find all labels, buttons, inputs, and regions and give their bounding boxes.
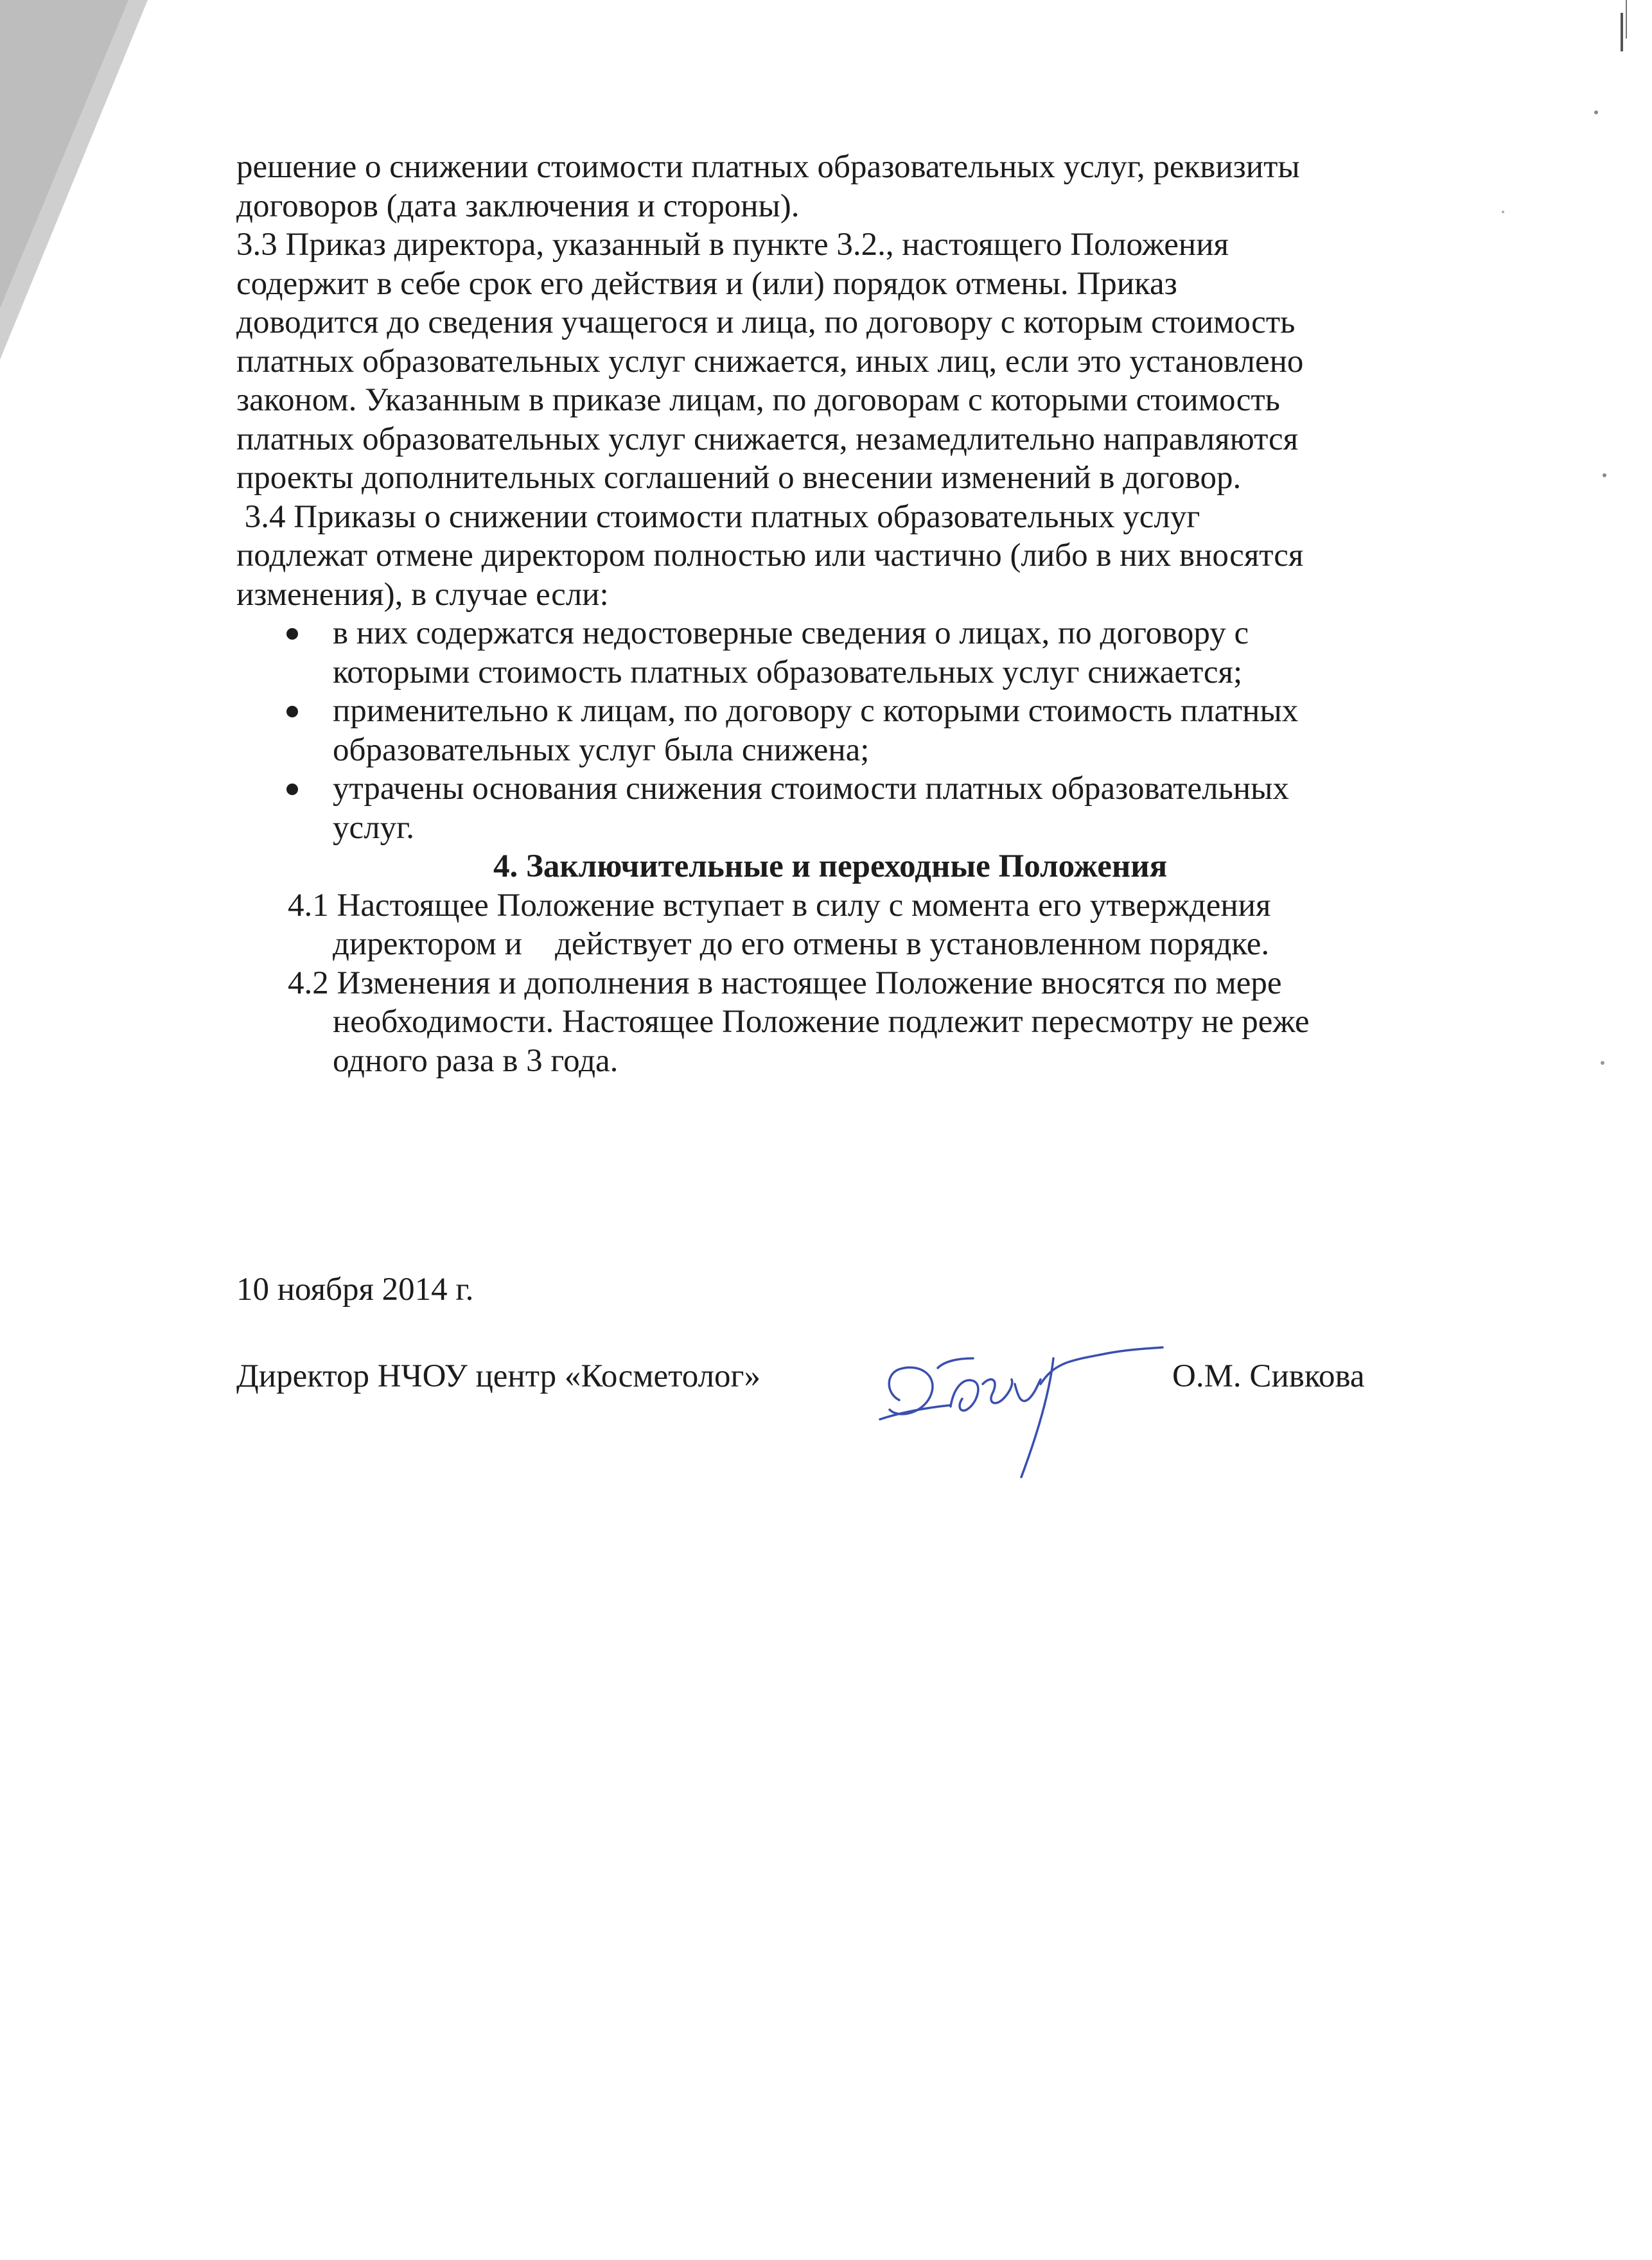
text-line: подлежат отмене директором полностью или частично (либо в них вносятся: [236, 538, 1304, 574]
signature-image: [861, 1323, 1195, 1490]
text-line: утрачены основания снижения стоимости платных образовательных: [333, 771, 1289, 807]
text-line: договоров (дата заключения и стороны).: [236, 188, 800, 224]
text-line: платных образовательных услуг снижается, незамедлительно направляются: [236, 421, 1299, 457]
bullet-item: [236, 692, 1457, 769]
bullet-item: [236, 769, 1457, 847]
bullet-item: [236, 614, 1457, 692]
paragraph-3-4: [236, 498, 1457, 615]
text-line: доводится до сведения учащегося и лица, по договору с которым стоимость: [236, 304, 1296, 340]
text-line: изменения), в случае если:: [236, 576, 609, 613]
document-body: [236, 148, 1457, 1080]
director-name: О.М. Сивкова: [1172, 1358, 1365, 1394]
text-line: в них содержатся недостоверные сведения о лицах, по договору с: [333, 615, 1249, 651]
bullet-icon: [286, 706, 298, 717]
section-heading: 4. Заключительные и переходные Положения: [493, 848, 1168, 884]
text-line: законом. Указанным в приказе лицам, по договорам с которыми стоимость: [236, 382, 1280, 418]
document-date: 10 ноября 2014 г.: [236, 1272, 474, 1308]
text-line: содержит в себе срок его действия и (или) порядок отмены. Приказ: [236, 265, 1177, 302]
paragraph-3-3: [236, 225, 1457, 498]
text-line: которыми стоимость платных образовательных услуг снижается;: [333, 654, 1243, 690]
text-line: платных образовательных услуг снижается, иных лиц, если это установлено: [236, 343, 1304, 380]
bullet-icon: [286, 628, 298, 640]
text-line: решение о снижении стоимости платных образовательных услуг, реквизиты: [236, 149, 1300, 185]
text-line: услуг.: [333, 809, 415, 846]
text-line: необходимости. Настоящее Положение подлежит пересмотру не реже: [333, 1004, 1310, 1040]
numbered-item-4-1: [236, 886, 1457, 964]
text-line: 3.3 Приказ директора, указанный в пункте 3.2., настоящего Положения: [236, 227, 1229, 263]
paragraph-3-2-tail: [236, 148, 1457, 225]
text-line: 3.4 Приказы о снижении стоимости платных образовательных услуг: [236, 498, 1200, 535]
text-line: применительно к лицам, по договору с которыми стоимость платных: [333, 693, 1299, 729]
numbered-item-4-2: [236, 964, 1457, 1081]
text-line: 4.2 Изменения и дополнения в настоящее Положение вносятся по мере: [288, 965, 1282, 1001]
text-line: 4.1 Настоящее Положение вступает в силу с момента его утверждения: [288, 887, 1271, 924]
text-line: одного раза в 3 года.: [333, 1042, 619, 1079]
text-line: образовательных услуг была снижена;: [333, 731, 870, 768]
text-line: директором и действует до его отмены в установленном порядке.: [333, 926, 1270, 962]
bullet-list: [236, 614, 1457, 847]
bullet-icon: [286, 784, 298, 795]
director-title: Директор НЧОУ центр «Косметолог»: [236, 1358, 760, 1394]
text-line: проекты дополнительных соглашений о внесении изменений в договор.: [236, 460, 1242, 496]
